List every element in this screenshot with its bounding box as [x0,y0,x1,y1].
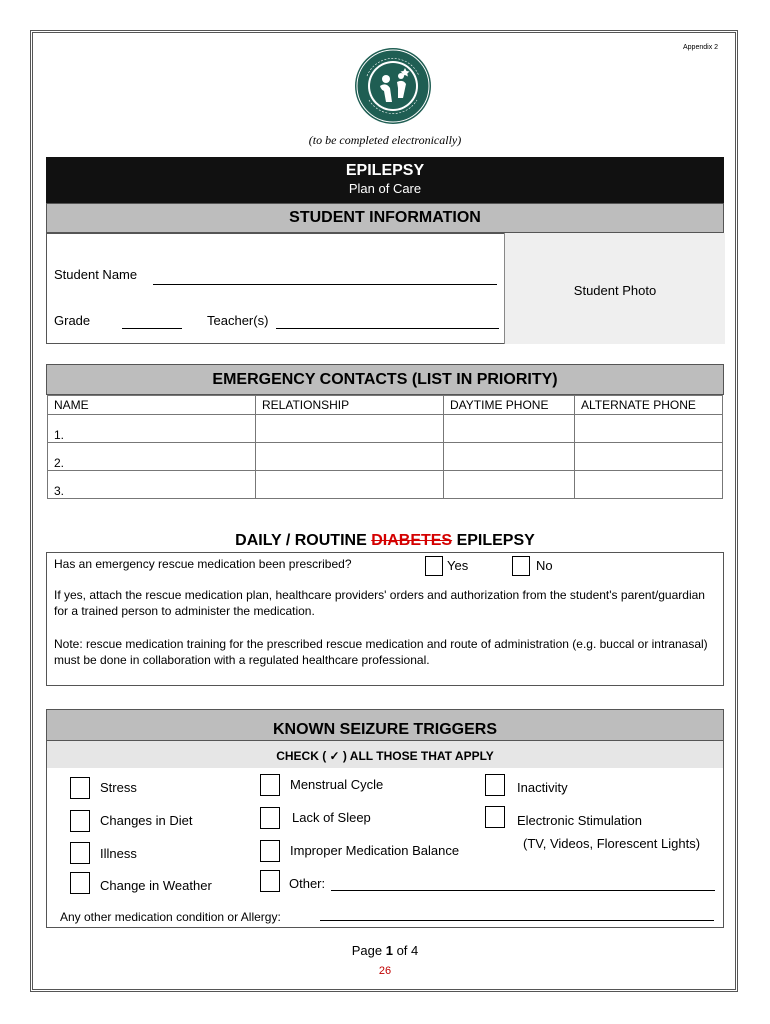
stress-label: Stress [100,780,137,795]
contact-daytime-phone-cell[interactable] [444,415,575,443]
teacher-field[interactable] [276,316,499,329]
teacher-label: Teacher(s) [207,313,269,328]
other-trigger-field[interactable] [331,876,715,891]
form-title: EPILEPSY [345,162,425,179]
table-row [48,471,723,499]
student-photo-label: Student Photo [573,283,657,298]
changes-in-diet-checkbox[interactable] [70,810,90,832]
appendix-label: Appendix 2 [683,44,719,51]
contact-relationship-cell[interactable] [256,415,444,443]
contact-relationship-cell[interactable] [256,443,444,471]
contact-name-cell[interactable]: 3. [48,471,256,499]
rescue-med-no-checkbox[interactable] [512,556,530,576]
column-header-relationship: RELATIONSHIP [256,396,444,415]
student-name-label: Student Name [54,267,138,282]
inactivity-label: Inactivity [517,780,568,795]
menstrual-cycle-label: Menstrual Cycle [290,777,384,792]
daily-heading-struck: DIABETES [371,532,453,549]
menstrual-cycle-checkbox[interactable] [260,774,280,796]
lack-of-sleep-label: Lack of Sleep [292,810,371,825]
contact-alternate-phone-cell[interactable] [575,471,723,499]
student-photo-box[interactable] [504,233,725,344]
table-row [48,443,723,471]
inactivity-checkbox[interactable] [485,774,505,796]
stress-checkbox[interactable] [70,777,90,799]
triggers-check-instruction: CHECK ( ✓ ) ALL THOSE THAT APPLY [46,741,724,768]
emergency-contacts-table [47,395,723,499]
completion-instruction: (to be completed electronically) [308,133,462,147]
improper-medication-balance-label: Improper Medication Balance [290,843,460,858]
rescue-med-yes-checkbox[interactable] [425,556,443,576]
seizure-triggers-heading: KNOWN SEIZURE TRIGGERS [46,709,724,741]
changes-in-diet-label: Changes in Diet [100,813,193,828]
rescue-med-instructions: If yes, attach the rescue medication plan, healthcare providers' orders and authorization from the student's parent/guardian for a trained person to administer the medication. [54,588,705,618]
other-trigger-checkbox[interactable] [260,870,280,892]
contact-relationship-cell[interactable] [256,471,444,499]
daily-routine-heading [46,530,724,552]
other-trigger-label: Other: [289,876,326,891]
contact-name-cell[interactable]: 2. [48,443,256,471]
lack-of-sleep-checkbox[interactable] [260,807,280,829]
document-page-number: 26 [378,965,392,977]
contact-daytime-phone-cell[interactable] [444,471,575,499]
form-subtitle: Plan of Care [348,181,422,196]
grade-field[interactable] [122,316,182,329]
emergency-contacts-heading: EMERGENCY CONTACTS (LIST IN PRIORITY) [46,364,724,395]
no-label: No [536,558,553,573]
electronic-stimulation-checkbox[interactable] [485,806,505,828]
electronic-stimulation-label: Electronic Stimulation [517,813,642,828]
illness-checkbox[interactable] [70,842,90,864]
change-in-weather-label: Change in Weather [100,878,212,893]
rescue-med-training-note: Note: rescue medication training for the prescribed rescue medication and route of administration (e.g. buccal or intranasal) must be done in collaboration with a regulated healthcare professional. [54,637,708,667]
page-prefix: Page [351,943,386,958]
column-header-alternate-phone: ALTERNATE PHONE [575,396,723,415]
student-name-field[interactable] [153,270,497,285]
electronic-stimulation-note: (TV, Videos, Florescent Lights) [523,836,701,851]
yes-label: Yes [447,558,469,573]
rescue-med-question: Has an emergency rescue medication been prescribed? [54,557,352,571]
other-condition-field[interactable] [320,908,714,921]
daily-heading-prefix: DAILY / ROUTINE [235,532,367,549]
page-current: 1 [385,943,393,958]
grade-label: Grade [54,313,91,328]
organization-logo [353,46,433,126]
illness-label: Illness [100,846,137,861]
table-header-row [48,396,723,415]
contact-name-cell[interactable]: 1. [48,415,256,443]
column-header-name: NAME [48,396,256,415]
student-info-heading: STUDENT INFORMATION [46,203,724,233]
daily-heading-suffix: EPILEPSY [456,532,535,549]
contact-alternate-phone-cell[interactable] [575,443,723,471]
change-in-weather-checkbox[interactable] [70,872,90,894]
form-title-band [46,157,724,203]
column-header-daytime-phone: DAYTIME PHONE [444,396,575,415]
table-row [48,415,723,443]
contact-alternate-phone-cell[interactable] [575,415,723,443]
improper-medication-balance-checkbox[interactable] [260,840,280,862]
page-suffix: of 4 [392,943,419,958]
page-number [0,943,770,958]
contact-daytime-phone-cell[interactable] [444,443,575,471]
other-condition-label: Any other medication condition or Allergy: [60,910,281,924]
